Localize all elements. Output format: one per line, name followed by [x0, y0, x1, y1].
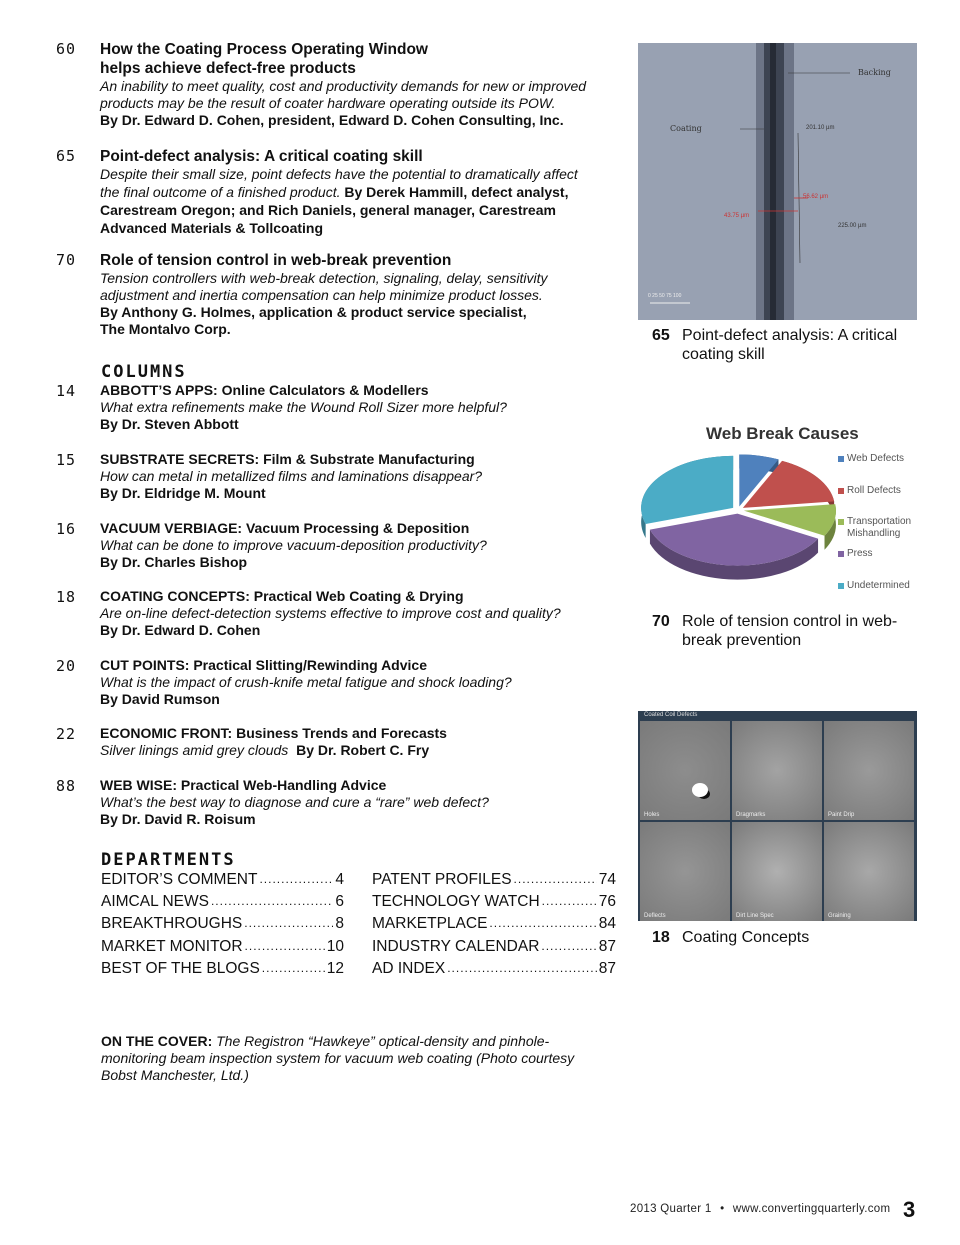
grid-caption: 18 Coating Concepts — [652, 929, 810, 946]
column-title: ABBOTT’S APPS: Online Calculators & Modellers — [100, 382, 429, 398]
page-number: 70 — [56, 251, 77, 269]
pie-slice-top — [641, 456, 733, 524]
column-title: COATING CONCEPTS: Practical Web Coating & Drying — [100, 588, 464, 604]
column-byline: By Dr. David R. Roisum — [100, 811, 256, 827]
department-item[interactable]: EDITOR’S COMMENT ..... 4 — [101, 870, 344, 892]
page-number: 20 — [56, 657, 77, 675]
defect-label: Dragmarks — [736, 812, 766, 818]
legend-item — [838, 485, 922, 497]
measure-label: 225.00 µm — [838, 223, 867, 229]
column-title: SUBSTRATE SECRETS: Film & Substrate Manufacturing — [100, 451, 475, 467]
feature-description: Tension controllers with web-break detection, signaling, delay, sensitivity adjustment and inertia compensation can help minimize product losses. — [100, 270, 548, 303]
chart-title: Web Break Causes — [706, 424, 859, 443]
feature-title: Point-defect analysis: A critical coating skill — [100, 148, 423, 165]
defect-thumbnail — [732, 822, 822, 921]
department-item[interactable]: MARKET MONITOR ..... 10 — [101, 937, 344, 959]
page-number: 18 — [56, 588, 77, 606]
column-byline: By David Rumson — [100, 691, 220, 707]
defect-grid-image — [638, 711, 917, 921]
column-title: WEB WISE: Practical Web-Handling Advice — [100, 777, 387, 793]
defect-thumbnail — [640, 822, 730, 921]
cover-label: ON THE COVER: — [101, 1033, 213, 1049]
column-description: Are on-line defect-detection systems effective to improve cost and quality? — [100, 605, 561, 621]
measure-label: 56.62 µm — [803, 194, 829, 200]
department-item[interactable]: INDUSTRY CALENDAR ..... 87 — [372, 937, 616, 959]
column-byline: By Dr. Steven Abbott — [100, 416, 239, 432]
defect-label: Deflects — [644, 913, 666, 919]
grid-header: Coated Coil Defects — [644, 712, 698, 718]
legend-swatch — [838, 488, 844, 494]
column-description: What’s the best way to diagnose and cure a “rare” web defect? — [100, 794, 489, 810]
defect-label: Dirt Line Spec — [736, 913, 774, 919]
column-byline: By Dr. Eldridge M. Mount — [100, 485, 266, 501]
departments-right — [372, 870, 616, 981]
legend-swatch — [838, 583, 844, 589]
department-item[interactable]: BREAKTHROUGHS ..... 8 — [101, 914, 344, 936]
column-byline: By Dr. Charles Bishop — [100, 554, 248, 570]
department-item[interactable]: PATENT PROFILES ..... 74 — [372, 870, 616, 892]
column-title: CUT POINTS: Practical Slitting/Rewinding Advice — [100, 657, 427, 673]
legend-item — [838, 580, 922, 592]
feature-byline: By Dr. Edward D. Cohen, president, Edward D. Cohen Consulting, Inc. — [100, 112, 564, 128]
column-title: ECONOMIC FRONT: Business Trends and Forecasts — [100, 725, 447, 741]
micrograph-image — [638, 43, 917, 320]
columns-heading: COLUMNS — [101, 362, 187, 382]
defect-label: Paint Drip — [828, 812, 855, 818]
departments-heading: DEPARTMENTS — [101, 850, 236, 870]
cover-text: The Registron “Hawkeye” optical-density and pinhole-monitoring beam inspection system for vacuum web coating (Photo courtesy Bobst Manchester, Ltd.) — [101, 1033, 575, 1083]
feature-description: An inability to meet quality, cost and productivity demands for new or improved products may be the result of coater hardware operating outside its POW. — [100, 78, 587, 111]
legend-item — [838, 453, 922, 465]
legend-label: Transportation Mishandling — [847, 516, 912, 539]
page-number: 65 — [56, 147, 77, 165]
backing-label: Backing — [858, 68, 891, 77]
defect-thumbnail — [824, 822, 914, 921]
column-description: What extra refinements make the Wound Roll Sizer more helpful? — [100, 399, 507, 415]
micrograph-drawing — [638, 43, 917, 320]
department-item[interactable]: MARKETPLACE ..... 84 — [372, 914, 616, 936]
page-number: 22 — [56, 725, 77, 743]
column-byline: By Dr. Robert C. Fry — [296, 742, 430, 758]
page-number-footer: 3 — [903, 1197, 916, 1222]
feature-description: Despite their small size, point defects have the potential to dramatically affect the final outcome of a finished product. By Derek Hammill, defect analyst, Carestream Oregon; and Rich Daniels, general manager, Carestream Advanced Materials & Tollcoating — [100, 166, 578, 236]
feature-title: How the Coating Process Operating Window helps achieve defect-free products — [100, 41, 428, 77]
departments-left — [101, 870, 344, 981]
legend-swatch — [838, 456, 844, 462]
column-title: VACUUM VERBIAGE: Vacuum Processing & Deposition — [100, 520, 470, 536]
column-description: What is the impact of crush-knife metal fatigue and shock loading? — [100, 674, 512, 690]
defect-label: Graining — [828, 913, 851, 919]
defect-label: Holes — [644, 812, 660, 818]
defect-thumbnail — [640, 721, 730, 820]
page-number: 15 — [56, 451, 77, 469]
defect-spot — [692, 783, 708, 797]
legend-swatch — [838, 519, 844, 525]
scale-bar-label: 0 25 50 75 100 — [648, 293, 682, 299]
legend-item — [838, 548, 922, 560]
legend-label: Press — [847, 548, 873, 559]
column-description: Silver linings amid grey clouds By Dr. Robert C. Fry — [100, 742, 430, 758]
feature-byline: By Derek Hammill, defect analyst, Carestream Oregon; and Rich Daniels, general manager, Carestream Advanced Materials & Tollcoating — [100, 184, 569, 236]
measure-label: 201.10 µm — [806, 125, 835, 131]
defect-thumbnail — [732, 721, 822, 820]
page-number: 88 — [56, 777, 77, 795]
feature-byline: By Anthony G. Holmes, application & product service specialist, The Montalvo Corp. — [100, 304, 527, 337]
column-description: What can be done to improve vacuum-deposition productivity? — [100, 537, 487, 553]
measure-label: 43.75 µm — [724, 213, 750, 219]
column-byline: By Dr. Edward D. Cohen — [100, 622, 261, 638]
issue-label: 2013 Quarter 1 — [630, 1203, 712, 1215]
photo-caption: 65 Point-defect analysis: A critical coating skill — [652, 327, 898, 363]
legend-item — [838, 516, 922, 540]
department-item[interactable]: BEST OF THE BLOGS ..... 12 — [101, 959, 344, 981]
page-number: 16 — [56, 520, 77, 538]
cover-note — [101, 1033, 601, 1084]
page-number: 60 — [56, 40, 77, 58]
department-item[interactable]: AIMCAL NEWS ..... 6 — [101, 892, 344, 914]
legend-label: Web Defects — [847, 453, 905, 464]
legend-label: Undetermined — [847, 580, 910, 591]
page-number: 14 — [56, 382, 77, 400]
defect-thumbnail — [824, 721, 914, 820]
legend-swatch — [838, 551, 844, 557]
column-description: How can metal in metallized films and laminations disappear? — [100, 468, 483, 484]
legend-label: Roll Defects — [847, 485, 901, 496]
coating-label: Coating — [670, 124, 702, 133]
department-item[interactable]: AD INDEX ..... 87 — [372, 959, 616, 981]
footer — [630, 1203, 890, 1215]
feature-title: Role of tension control in web-break prevention — [100, 252, 452, 269]
department-item[interactable]: TECHNOLOGY WATCH ..... 76 — [372, 892, 616, 914]
footer-bullet: • — [720, 1203, 725, 1215]
pie-chart — [638, 448, 838, 598]
chart-caption: 70 Role of tension control in web-break prevention — [652, 613, 898, 649]
website-link[interactable]: www.convertingquarterly.com — [732, 1203, 891, 1215]
